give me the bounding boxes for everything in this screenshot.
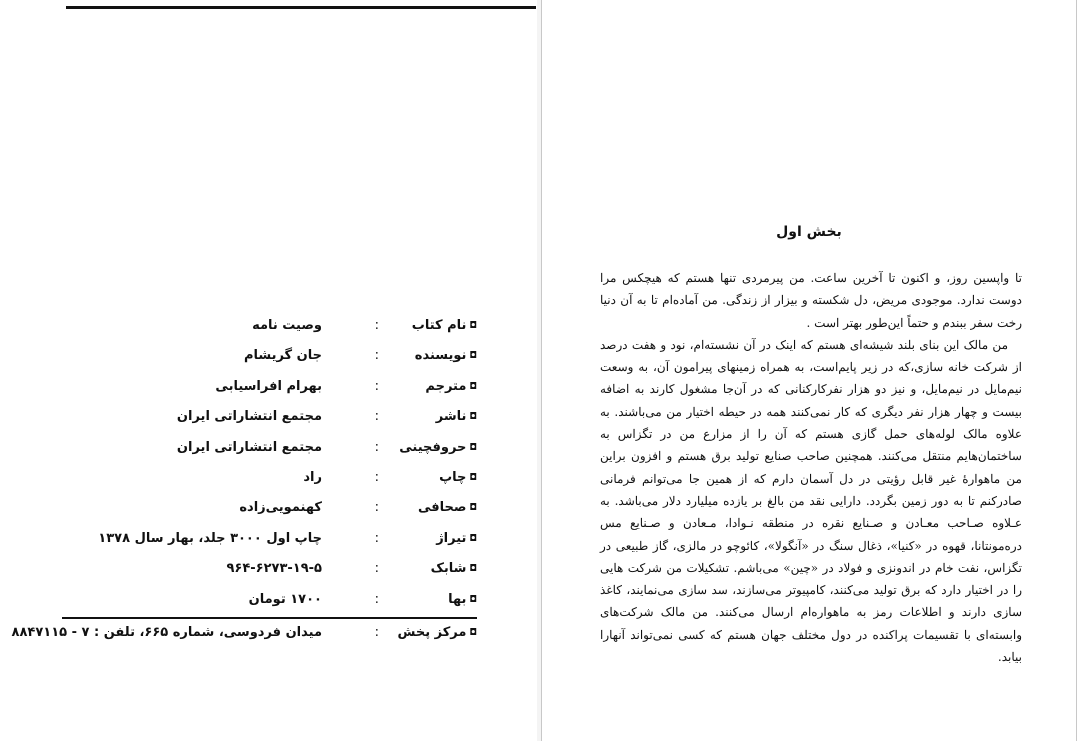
divider-rule	[62, 617, 477, 619]
book-id-row	[57, 561, 477, 591]
info-colon: :	[374, 409, 379, 425]
info-colon: :	[374, 561, 379, 577]
distribution-row	[11, 625, 477, 649]
book-id-table	[57, 318, 477, 622]
chapter-title: بخش اول	[776, 224, 842, 240]
info-label: چاپ	[439, 469, 467, 485]
bullet-square-icon: ◘	[469, 412, 477, 423]
bullet-square-icon: ◘	[469, 533, 477, 544]
book-id-row	[57, 318, 477, 348]
bullet-square-icon: ◘	[469, 594, 477, 605]
info-value: جان گریشام	[243, 348, 322, 364]
info-colon: :	[374, 591, 379, 607]
bullet-square-icon: ◘	[469, 442, 477, 453]
chapter-body	[600, 267, 1022, 668]
info-label: مترجم	[425, 378, 467, 394]
book-id-row	[57, 379, 477, 409]
info-label: حروفچینی	[399, 439, 467, 455]
info-value: ۹۶۴-۶۲۷۳-۱۹-۵	[226, 561, 322, 577]
book-id-row	[57, 409, 477, 439]
info-value: بهرام افراسیابی	[215, 378, 322, 394]
info-value: کهنمویی‌زاده	[239, 500, 322, 516]
info-value: وصیت نامه	[252, 318, 322, 333]
bullet-square-icon: ◘	[469, 351, 477, 362]
info-label: شابک	[430, 561, 467, 577]
book-id-row	[57, 531, 477, 561]
paragraph: تا واپسین روز، و اکنون تا آخرین ساعت. من پیرمردی تنها هستم که هیچکس مرا دوست ندارد. موجودی مریض، دل شکسته و بیزار از زندگی. من آماده‌ام تا به آن دنیا رخت سفر ببندم و حتماً این‌طور بهتر است .	[600, 271, 1022, 330]
book-id-row	[57, 348, 477, 378]
info-label: نویسنده	[414, 348, 467, 364]
info-colon: :	[374, 500, 379, 516]
book-id-row	[57, 500, 477, 530]
top-rule	[66, 6, 536, 9]
bullet-square-icon: ◘	[469, 564, 477, 575]
info-colon: :	[374, 625, 379, 640]
bullet-square-icon: ◘	[469, 321, 477, 331]
distribution-value: میدان فردوسی، شماره ۶۶۵، تلفن : ۷ - ۸۸۴۷۱۱۵	[11, 625, 322, 640]
info-label: نام کتاب	[411, 318, 467, 333]
info-label: صحافی	[417, 500, 467, 516]
bullet-square-icon: ◘	[469, 381, 477, 392]
info-colon: :	[374, 318, 379, 333]
info-colon: :	[374, 469, 379, 485]
info-label: بها	[448, 591, 467, 607]
info-value: چاپ اول ۳۰۰۰ جلد، بهار سال ۱۳۷۸	[98, 530, 322, 546]
info-colon: :	[374, 530, 379, 546]
info-value: مجتمع انتشاراتی ایران	[176, 439, 322, 455]
distribution-label: مرکز پخش	[397, 625, 467, 640]
info-value: مجتمع انتشاراتی ایران	[176, 409, 322, 425]
bullet-square-icon: ◘	[469, 503, 477, 514]
book-id-row	[57, 440, 477, 470]
info-label: تیراژ	[436, 530, 467, 546]
info-label: ناشر	[435, 409, 467, 425]
info-colon: :	[374, 378, 379, 394]
book-id-row	[57, 470, 477, 500]
paragraph: من مالک این بنای بلند شیشه‌ای هستم که اینک در آن نشسته‌ام، نود و هفت درصد از شرکت خانه سازی،که در زیر پایم‌است، به همراه زمینهای پیرامون آن، به وسعت نیم‌مایل در نیم‌مایل، و نیز دو هزار نفرکارکنانی که در آن‌جا مشغول کارند به اضافه بیست و چهار هزار نفر دیگری که کار نمی‌کنند همه در حیطه اختیار من می‌باشند. به علاوه مالک لوله‌های حمل گازی هستم که آن را از مزارع من در تگزاس به ساختمان‌هایم منتقل می‌کنند. همچنین صاحب صنایع تولید برق هستم و افزون براین من ماهوارهٔ غیر قابل رؤیتی در دل آسمان دارم که از همین جا می‌توانم فرمانی صادرکنم تا به دور زمین بگردد. دارایی نقد من بالغ بر یازده میلیارد دلار می‌باشد. به عـلاوه صـاحب معـادن و صـنایع نقره در منطقه نـوادا، مـعادن و صـنایع مس دره‌مونتانا، قهوه در «کنیا»، ذغال سنگ در «آنگولا»، کائوچو در مالزی، گاز طبیعی در تگزاس، نفت خام در اندونزی و فولاد در «چین» می‌باشم. تشکیلات من شرکت هایی را در اختیار دارد که برق تولید می‌کنند، کامپیوتر می‌سازند، سد سازی می‌نمایند، کاغذ سازی دارند و اطلاعات رمز به ماهواره‌ام ارسال می‌کنند. من مالک شرکت‌های وابسته‌ای با تقسیمات پراکنده در دول مختلف جهان هستم که کسی نمی‌تواند آنهارا بیابد.	[600, 337, 1022, 665]
info-value: ۱۷۰۰ تومان	[248, 591, 322, 607]
left-page	[0, 0, 538, 741]
bullet-square-icon: ◘	[469, 472, 477, 483]
info-colon: :	[374, 348, 379, 364]
bullet-square-icon: ◘	[469, 628, 477, 638]
right-page	[541, 0, 1077, 741]
info-colon: :	[374, 439, 379, 455]
info-value: راد	[303, 469, 322, 485]
